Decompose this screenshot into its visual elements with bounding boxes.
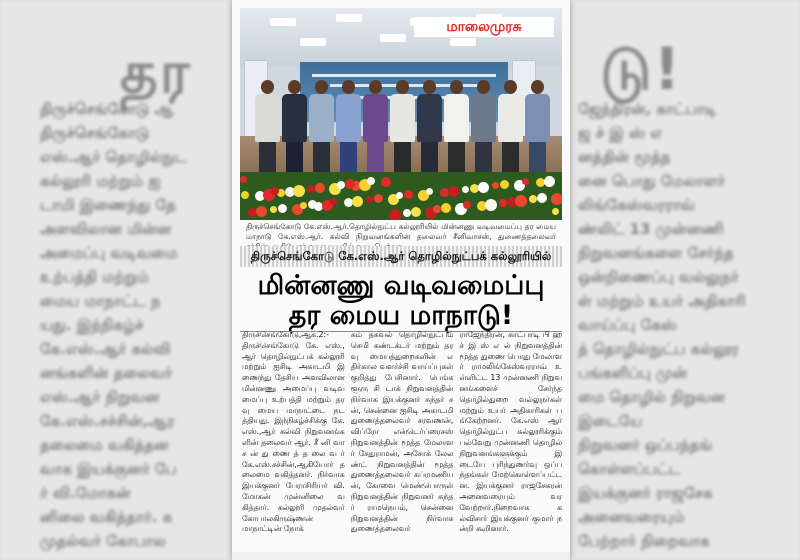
flower <box>404 190 413 199</box>
background-text-line: எஸ்.ஆர் தொழில்நுட <box>40 148 187 166</box>
article-column-3: ராஜேந்திரன், காட்பாடி பி ஹ ச் இ ஸ் எ ல் நிறுவனத்தின் மூத்த துணை பொது மேலாளர் ராமலிங்கேஸ்வரராவ் உள்ளிட்ட 13 முன்னணி நிறுவனங்களைச் சேர்ந்த தொழில்துறை வல்லுநர்கள் மற்றும் உயர் அதிகாரிகள் பங்கேற்றனர். கே.எஸ் ஆர் தொழில்நுட்ப கல்லூரிக்கும் பல்வேறு முன்னணி தொழில் நிறுவனங்களுக்கும் இடையே புரிந்துணர்வு ஒப்பந்தங்கள் மேற்கொள்ளப்பட்டன. இயக்குனர் ராஜசேகரன் அனைவரையும் வரவேற்றார்.நிறைவாக கல்விசார் இயக்குனர் குமார் நன்றி கூறினார். <box>459 330 563 534</box>
headline-line-2: தர மைய மாநாடு! <box>288 300 514 331</box>
flower <box>500 180 509 189</box>
flower <box>278 204 287 213</box>
background-text-line: கல்லூரி மற்றும் ஐ <box>40 172 161 190</box>
background-text-line: அனைவரையும் <box>578 508 685 526</box>
flower <box>426 188 433 195</box>
background-text-line: திருச்செங்கோடு <box>40 124 150 142</box>
newspaper-clipping <box>232 0 570 560</box>
background-text-line: த் தொழில்நுட்ப கல்லூர <box>578 340 739 358</box>
background-text-line: அமைப்பு வடிவமை <box>40 244 178 262</box>
background-headline-right: டு! <box>600 35 683 103</box>
flower <box>433 205 441 213</box>
flower <box>256 206 267 217</box>
flower <box>352 196 363 207</box>
flower <box>293 185 305 197</box>
background-text-line: கொள்ளப்பட்ட <box>578 460 681 478</box>
background-text-line: முதல்வர் கோபால <box>40 532 166 550</box>
background-headline-left: தர <box>120 38 192 106</box>
event-photo <box>240 8 562 220</box>
background-text-line: பேற்றார் நிறைவாக <box>578 532 710 550</box>
flower <box>374 194 383 203</box>
background-text-line: இடையே <box>578 412 643 430</box>
background-text-line: ஜேந்திரன், காட்பாடி <box>578 100 717 118</box>
flower <box>478 182 489 193</box>
background-text-line: னத்தின் மூத்த <box>578 148 671 166</box>
background-text-line: எஸ்.ஆர் நிறுவன <box>40 388 160 406</box>
background-text-line: னங்களின் தலைவர் <box>40 364 173 382</box>
flower <box>389 209 401 220</box>
flower <box>300 202 307 209</box>
background-text-line: ள் மற்றும் உயர் அதிகாரி <box>578 292 746 310</box>
background-text-line: திருச்செங்கோடு ஆ <box>40 100 174 118</box>
flower <box>552 208 559 215</box>
background-text-line: இயக்குனர் ராஜசேக <box>578 484 713 502</box>
flower <box>492 182 499 189</box>
flower <box>307 185 315 193</box>
flower <box>308 200 317 209</box>
background-text-line: ஒன்றிணைப்பு வல்லுநர் <box>578 268 739 286</box>
masthead: மாலைமுரசு <box>414 17 554 37</box>
flower <box>551 193 562 205</box>
flower-decoration <box>240 172 562 220</box>
flower <box>544 176 555 187</box>
background-text-line: தலைமை வகித்தன <box>40 436 169 454</box>
background-text-line: டாமி இணைந்து தே <box>40 196 176 214</box>
background-text-line: ஜ ச் இ ஸ் எ <box>578 124 663 142</box>
flower <box>522 178 529 185</box>
background-text-line: யது. இந்நிகழ்ச் <box>40 316 144 334</box>
flower <box>330 198 337 205</box>
flower <box>241 191 249 199</box>
flower <box>499 199 507 207</box>
article-column-2: கம் தகவல் தொழில்நுட்பம் செமி கண்டக்டர் மற்றும் தரவு மையத்துறைகளின் எதிர்கால வளர்ச்சி வாய்ப்புகள் குறித்து பேசினார். பெங்களூரு சி டாக் நிறுவனத்தின் நிர்வாக இயக்குனர் சுந்தர் ச ன், சென்னை ஐசிடி அகாடமி துணைத்தலைவர் சரவணன்,விப்ரோ என்டெர்ப்ரைசஸ் நிறுவனத்தின் மூத்த மேலாளர் சேதுராமன், அசோக் லேலண்ட் நிறுவனத்தின் மூத்த துணைத்தலைவர் சுப்ரமணியன், கோவை மெண்பொருள் நிறுவனத்தின் நிறுவனர் சுந்தர் ராமநெயம், சென்னை நிறுவனத்தின் நிர்வாக துணைத்தலைவர் <box>350 330 454 534</box>
background-text-line: கே.எஸ்.சச்சின்,ஆர <box>40 412 175 430</box>
flower <box>337 181 345 189</box>
flower <box>270 206 277 213</box>
flower <box>441 203 451 213</box>
flower <box>411 207 421 217</box>
background-text-line: நிறுவனர் ஒப்பந்தங் <box>578 436 713 454</box>
background-text-line: ண்லிட் 13 முன்னணி <box>578 220 724 238</box>
flower <box>537 193 547 203</box>
flower <box>529 195 537 203</box>
background-text-line: ர் வி.மோகன் <box>40 484 131 502</box>
flower <box>515 195 527 207</box>
background-text-line: மை தொழில் நிறுவன <box>578 388 726 406</box>
background-text-line: உற்பத்தி மற்றும் <box>40 268 150 286</box>
flower <box>367 177 375 185</box>
flower <box>403 209 411 217</box>
background-text-line: னை பொது மேலாளர் <box>578 172 726 190</box>
flower <box>315 183 325 193</box>
article-column-1: திருச்செங்கோடு,ஆக.2:- திருச்செங்கோடு கே. எஸ்.,ஆர் தொழில்நுட்பக் கல்லூரி மற்றும் ஐசிடி அகாடமி இணைந்து தேசிய அளவிலான மின்னணு அமைப்பு வடிவமைப்பு உற்பத்தி மற்றும் தரவு மைய மாநாட்டை நடத்தியது. இந்நிகழ்ச்சிக்கு கே.எஸ்.,ஆர் கல்வி நிறுவனங்களின் தலைவர் ஆர். சீ னி வா ச ன் து ணை த் த லை வ ர் கே.எஸ்.சச்சின்,ஆகியோர் தலைமை வகித்தனர். நிர்வாக இயக்குனர் பேராசிரியர் வி.மோகன் முன்னிலை வகித்தார். கல்லூரி முதல்வர் கோபாலகிருஷ்ணன் மாநாட்டின் நோக் <box>242 330 345 534</box>
background-text-line: வாக இயக்குனர் பே <box>40 460 177 478</box>
background-text-line: னிலை வகித்தார். க <box>40 508 173 526</box>
flower <box>396 192 403 199</box>
background-text-line: கே.எஸ்.ஆர் கல்வி <box>40 340 171 358</box>
background-text-line: பங்களிப்பு முன் <box>578 364 688 382</box>
flower <box>240 176 247 183</box>
bottom-edge <box>232 552 570 560</box>
article-body <box>242 330 562 556</box>
background-text-line: மைய மாநாட்ட ந <box>40 292 161 310</box>
flower <box>271 187 279 195</box>
flower <box>366 196 373 203</box>
background-text-line: வாய்ப்பு கேஸ் <box>578 316 677 334</box>
flower <box>462 186 469 193</box>
headline-line-1: மின்னணு வடிவமைப்பு <box>257 270 545 301</box>
background-text-line: லிங்கேஸ்வரராவ் <box>578 196 695 214</box>
flower <box>485 199 497 211</box>
flower <box>381 177 391 187</box>
photo-caption: திருச்செங்கோடு கே.எஸ்.ஆர்.தொழில்நுட்ப கல்லூரியில் மின்னணு வடிவமைப்பு தர மைய மாநாடு கே.எஸ்.ஆர். கல்வி நிறுவனங்களின் தலைவர் சீனிவாசன், துணைத்தலைவர் <box>246 222 556 241</box>
flower <box>463 201 471 209</box>
flower <box>448 186 459 197</box>
background-text-line: அளவிலான மின்ன <box>40 220 172 238</box>
background-text-line: நிறுவனங்களை சேர்ந்த <box>578 244 734 262</box>
flower <box>345 179 355 189</box>
sub-heading: திருச்செங்கோடு கே.எஸ்.ஆர் தொழில்நுட்பக் கல்லூரியில் <box>240 246 562 267</box>
